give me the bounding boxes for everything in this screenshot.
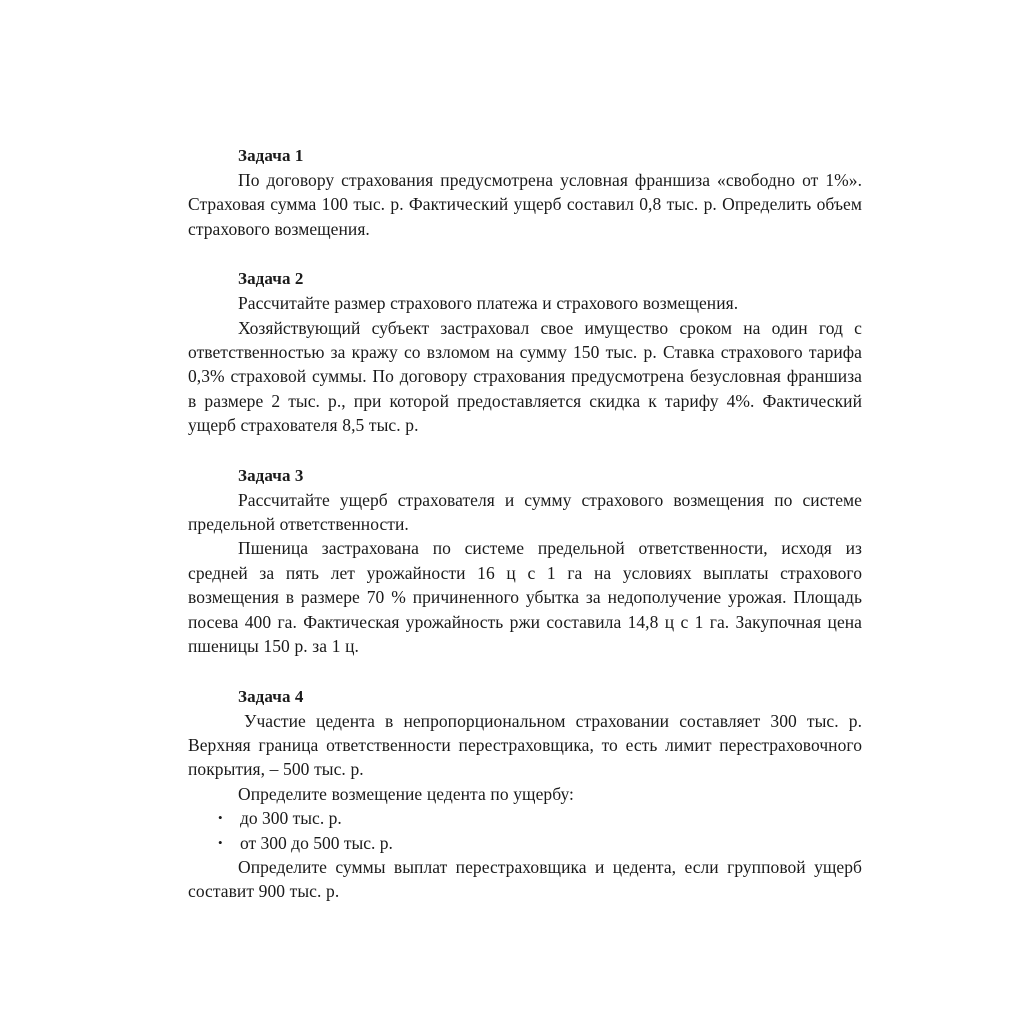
task-4-paragraph-1: Участие цедента в непропорциональном страховании составляет 300 тыс. р. Верхняя граница ответственности перестраховщика, то есть лимит перестраховочного покрытия, – 500 тыс. р.: [188, 710, 862, 780]
task-heading-4: Задача 4: [238, 686, 304, 706]
task-3-paragraph-2: Пшеница застрахована по системе предельной ответственности, исходя из средней за пять лет урожайности 16 ц с 1 га на условиях выплаты страхового возмещения в размере 70 % причиненного убытка за недополучение урожая. Площадь посева 400 га. Фактическая урожайность ржи составила 14,8 ц с 1 га. Закупочная цена пшеницы 150 р. за 1 ц.: [188, 538, 862, 657]
task-heading-2: Задача 2: [238, 269, 304, 289]
task-block-3: [188, 464, 862, 659]
bullet-marker-icon: •: [218, 810, 223, 826]
list-item-label: от 300 до 500 тыс. р.: [240, 832, 393, 853]
task-2-paragraph-1: Рассчитайте размер страхового платежа и страхового возмещения.: [238, 293, 739, 314]
task-block-1: [188, 144, 862, 241]
document-body: [188, 144, 862, 904]
task-3-paragraph-1: Рассчитайте ущерб страхователя и сумму страхового возмещения по системе предельной ответственности.: [188, 489, 862, 535]
task-4-paragraph-2: Определите возмещение цедента по ущербу:: [238, 783, 574, 804]
list-item-label: до 300 тыс. р.: [240, 808, 342, 829]
task-1-paragraph-1: По договору страхования предусмотрена условная франшиза «свободно от 1%». Страховая сумма 100 тыс. р. Фактический ущерб составил 0,8 тыс. р. Определить объем страхового возмещения.: [188, 170, 862, 239]
task-4-bullet-list: [188, 806, 862, 855]
task-block-2: [188, 267, 862, 437]
task-4-closing-paragraph: Определите суммы выплат перестраховщика и цедента, если групповой ущерб составит 900 тыс. р.: [188, 856, 862, 902]
task-2-paragraph-2: Хозяйствующий субъект застраховал свое имущество сроком на один год с ответственностью за кражу со взломом на сумму 150 тыс. р. Ставка страхового тарифа 0,3% страховой суммы. По договору страхования предусмотрена безусловная франшиза в размере 2 тыс. р., при которой предоставляется скидка к тарифу 4%. Фактический ущерб страхователя 8,5 тыс. р.: [188, 317, 862, 436]
task-heading-3: Задача 3: [238, 465, 304, 485]
task-block-4: [188, 685, 862, 904]
task-heading-1: Задача 1: [238, 146, 304, 165]
list-item: [188, 806, 862, 830]
list-item: [188, 831, 862, 855]
bullet-marker-icon: •: [218, 834, 223, 850]
